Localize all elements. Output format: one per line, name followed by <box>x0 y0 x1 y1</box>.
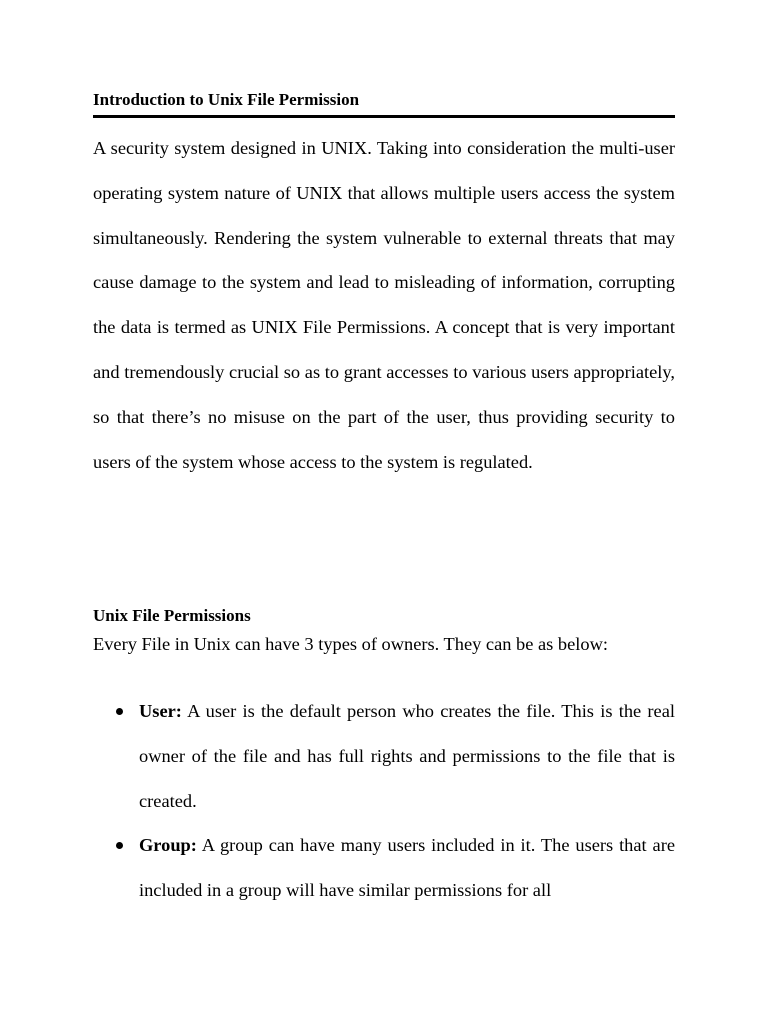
bullet-text: A user is the default person who creates the file. This is the real owner of the file and has full rights and permissions to the file that is created. <box>139 701 675 811</box>
list-item-group <box>93 823 675 913</box>
bullet-term: Group: <box>139 835 197 856</box>
bullet-term: User: <box>139 701 182 721</box>
list-item-user <box>93 689 675 823</box>
bullet-icon <box>116 708 123 715</box>
introduction-paragraph: A security system designed in UNIX. Taking into consideration the multi-user operating system nature of UNIX that allows multiple users access the system simultaneously. Rendering the system vulnerable to external threats that may cause damage to the system and lead to misleading of information, corrupting the data is termed as UNIX File Permissions. A concept that is very important and tremendously crucial so as to grant accesses to various users appropriately, so that there’s no misuse on the part of the user, thus providing security to users of the system whose access to the system is regulated. <box>93 138 675 472</box>
bullet-icon <box>116 842 123 849</box>
heading-underline <box>93 115 675 118</box>
owner-types-list <box>93 689 675 913</box>
bullet-text: A group can have many users included in it. The users that are included in a group will have similar permissions for all <box>139 835 675 901</box>
owners-intro-text: Every File in Unix can have 3 types of owners. They can be as below: <box>93 634 608 654</box>
section-heading-unix-file-permissions: Unix File Permissions <box>93 606 251 625</box>
section-heading-introduction: Introduction to Unix File Permission <box>93 90 360 109</box>
